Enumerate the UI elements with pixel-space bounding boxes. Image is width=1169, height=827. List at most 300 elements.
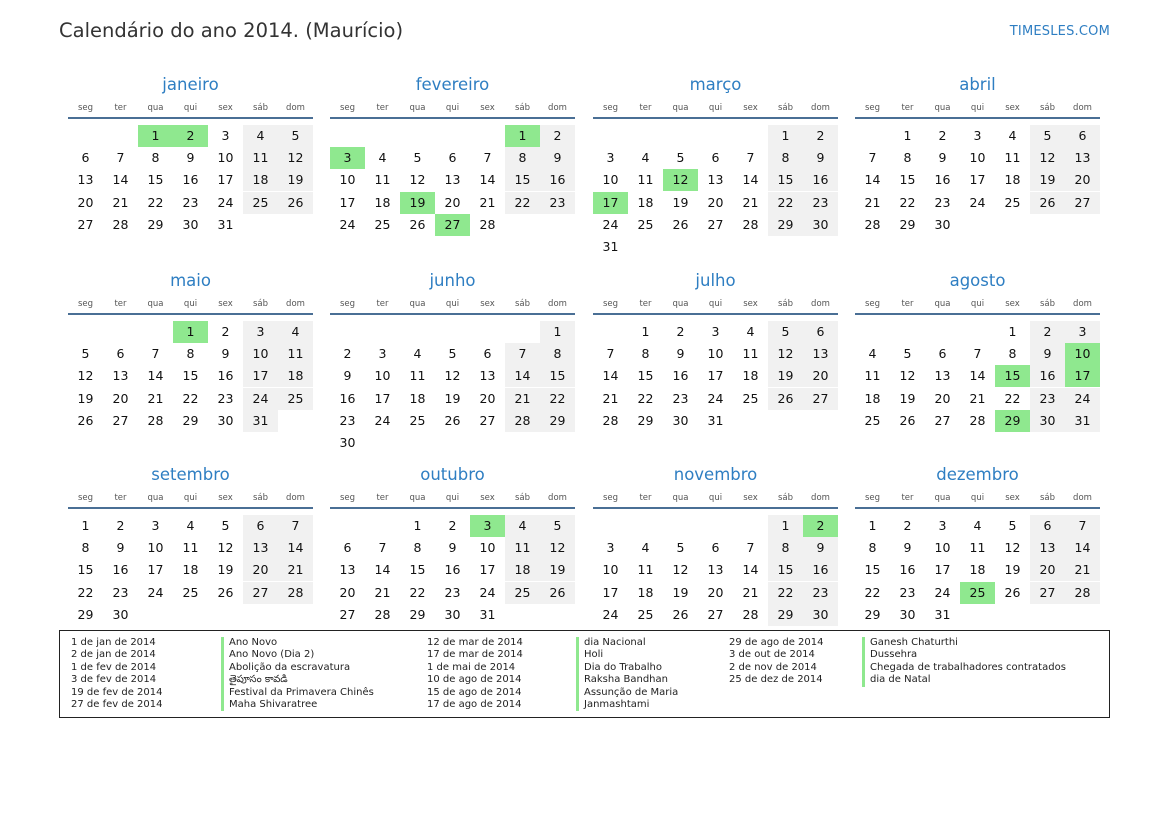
day-cell: 27 [1030,582,1065,604]
day-cell: 29 [182,412,199,428]
weekday-label: dom [811,299,830,309]
weekday-label: qui [970,299,985,309]
day-cell: 2 [676,324,685,339]
day-cell: 27 [934,412,951,428]
legend-date: 3 de out de 2014 [729,649,815,661]
month-divider [68,313,313,315]
day-cell: 16 [217,368,234,384]
day-cell: 28 [742,216,759,232]
weekday-label: ter [376,103,389,113]
legend-date: 1 de mai de 2014 [427,661,516,673]
day-cell: 28 [864,216,881,232]
weekday-label: sáb [252,493,269,503]
day-cell: 9 [803,537,838,559]
day-cell: 9 [448,540,457,556]
day-cell: 21 [1065,559,1100,581]
day-cell: 22 [505,192,540,214]
day-cell: 18 [864,390,881,406]
day-cell: 8 [540,343,575,365]
day-cell: 24 [147,584,164,600]
day-cell: 18 [637,584,654,600]
day-cell: 26 [217,584,234,600]
day-cell: 28 [742,606,759,622]
weekday-label: sex [1005,103,1020,113]
day-cell: 11 [742,346,759,362]
day-cell: 23 [1030,388,1065,410]
day-cell: 5 [676,540,685,556]
legend-date: 29 de ago de 2014 [729,637,824,648]
day-cell: 22 [409,584,426,600]
day-cell: 30 [339,435,356,450]
day-cell: 20 [112,390,129,406]
day-cell: 5 [903,346,912,362]
weekday-label: sáb [1039,493,1056,503]
month-name: março [689,75,742,94]
legend-date: 1 de jan de 2014 [71,637,156,648]
day-cell: 25 [278,388,313,410]
day-cell: 30 [217,412,234,428]
day-cell: 21 [742,194,759,210]
day-cell: 13 [243,537,278,559]
weekday-label: dom [1073,103,1092,113]
day-cell: 30 [934,216,951,232]
month-name: setembro [151,465,230,484]
day-cell: 16 [339,390,356,406]
weekday-label: ter [114,299,127,309]
day-cell: 3 [243,321,278,343]
weekday-label: sáb [252,103,269,113]
weekday-label: seg [77,493,94,503]
day-cell: 28 [479,216,496,232]
day-cell: 8 [641,346,650,362]
weekday-label: seg [602,493,619,503]
weekday-label: seg [339,299,356,309]
day-cell: 23 [182,194,199,210]
day-cell: 29 [637,412,654,428]
site-link[interactable]: TIMESLES.COM [1009,24,1110,39]
day-cell: 18 [182,562,199,578]
day-cell: 4 [746,324,755,339]
day-cell: 30 [803,604,838,626]
weekday-label: dom [286,299,305,309]
day-cell: 7 [746,540,755,556]
day-cell: 30 [112,606,129,622]
day-cell: 12 [77,368,94,384]
day-cell: 1 [903,128,912,143]
month-name: junho [429,271,476,290]
day-cell: 25 [637,606,654,622]
day-cell: 24 [243,388,278,410]
weekday-label: dom [548,103,567,113]
day-cell: 23 [540,192,575,214]
holiday-day-cell: 17 [1065,365,1100,387]
day-cell: 19 [672,584,689,600]
day-cell: 21 [505,388,540,410]
day-cell: 30 [803,214,838,236]
day-cell: 16 [803,559,838,581]
day-cell: 12 [768,343,803,365]
day-cell: 14 [479,172,496,188]
day-cell: 26 [540,582,575,604]
day-cell: 2 [448,518,457,533]
weekday-label: dom [811,493,830,503]
day-cell: 12 [899,368,916,384]
day-cell: 26 [77,412,94,428]
day-cell: 5 [676,150,685,166]
month-divider [593,313,838,315]
holiday-day-cell: 25 [960,582,995,604]
weekday-label: sex [218,299,233,309]
day-cell: 31 [217,216,234,232]
day-cell: 15 [864,562,881,578]
weekday-label: qui [445,299,460,309]
weekday-label: seg [77,103,94,113]
day-cell: 12 [1030,147,1065,169]
day-cell: 6 [116,346,125,362]
legend-holiday-name: Holi [576,649,678,661]
day-cell: 1 [768,125,803,147]
day-cell: 4 [1008,128,1017,143]
day-cell: 23 [339,412,356,428]
day-cell: 6 [803,321,838,343]
day-cell: 19 [77,390,94,406]
day-cell: 26 [672,216,689,232]
day-cell: 9 [676,346,685,362]
day-cell: 4 [641,540,650,556]
weekday-label: sáb [777,493,794,503]
weekday-label: qua [934,103,951,113]
holiday-day-cell: 17 [593,192,628,214]
day-cell: 24 [339,216,356,232]
day-cell: 11 [505,537,540,559]
day-cell: 10 [602,172,619,188]
day-cell: 25 [1004,194,1021,210]
weekday-label: ter [639,493,652,503]
weekday-label: sex [1005,299,1020,309]
legend-date: 27 de fev de 2014 [71,699,163,711]
day-cell: 12 [217,540,234,556]
day-cell: 21 [602,390,619,406]
day-cell: 26 [899,412,916,428]
day-cell: 20 [707,194,724,210]
holiday-day-cell: 12 [663,169,698,191]
day-cell: 10 [374,368,391,384]
day-cell: 15 [899,172,916,188]
weekday-label: dom [548,493,567,503]
legend-date: 17 de mar de 2014 [427,649,523,661]
day-cell: 1 [868,518,877,533]
day-cell: 7 [505,343,540,365]
day-cell: 21 [147,390,164,406]
weekday-label: seg [339,493,356,503]
weekday-label: ter [376,299,389,309]
day-cell: 5 [221,518,230,533]
day-cell: 7 [378,540,387,556]
day-cell: 5 [278,125,313,147]
day-cell: 21 [112,194,129,210]
month-divider [855,507,1100,509]
day-cell: 28 [278,582,313,604]
day-cell: 10 [243,343,278,365]
day-cell: 22 [899,194,916,210]
weekday-label: sáb [514,493,531,503]
day-cell: 2 [343,346,352,362]
legend-holiday-name: Dussehra [862,649,1066,661]
weekday-label: sáb [1039,103,1056,113]
legend-name-column [221,637,374,711]
day-cell: 18 [243,169,278,191]
day-cell: 9 [186,150,195,166]
holiday-day-cell: 27 [435,214,470,236]
weekday-label: qui [183,103,198,113]
day-cell: 6 [243,515,278,537]
day-cell: 17 [374,390,391,406]
month-divider [68,507,313,509]
day-cell: 28 [505,410,540,432]
holiday-legend [59,630,1110,718]
day-cell: 26 [768,388,803,410]
weekday-label: seg [864,493,881,503]
day-cell: 28 [112,216,129,232]
day-cell: 22 [182,390,199,406]
holiday-day-cell: 2 [173,125,208,147]
day-cell: 30 [672,412,689,428]
legend-holiday-name: Dia do Trabalho [576,662,678,674]
day-cell: 26 [444,412,461,428]
weekday-label: sex [480,493,495,503]
day-cell: 19 [217,562,234,578]
day-cell: 20 [1030,559,1065,581]
weekday-label: qua [934,493,951,503]
legend-date: 15 de ago de 2014 [427,686,522,698]
weekday-label: seg [864,299,881,309]
month-divider [855,117,1100,119]
day-cell: 4 [243,125,278,147]
day-cell: 25 [182,584,199,600]
day-cell: 29 [899,216,916,232]
legend-date: 17 de ago de 2014 [427,699,522,711]
day-cell: 17 [339,194,356,210]
day-cell: 7 [278,515,313,537]
weekday-label: ter [114,493,127,503]
day-cell: 5 [81,346,90,362]
day-cell: 22 [540,388,575,410]
day-cell: 10 [602,562,619,578]
weekday-label: sex [743,493,758,503]
day-cell: 8 [768,147,803,169]
day-cell: 16 [540,169,575,191]
day-cell: 10 [339,172,356,188]
day-cell: 22 [768,192,803,214]
day-cell: 1 [1008,324,1017,339]
day-cell: 15 [77,562,94,578]
day-cell: 9 [116,540,125,556]
day-cell: 24 [707,390,724,406]
month-divider [68,117,313,119]
day-cell: 12 [672,562,689,578]
day-cell: 23 [803,192,838,214]
day-cell: 7 [746,150,755,166]
weekday-label: sex [743,299,758,309]
day-cell: 7 [483,150,492,166]
day-cell: 6 [938,346,947,362]
weekday-label: ter [901,103,914,113]
day-cell: 10 [969,150,986,166]
day-cell: 25 [374,216,391,232]
holiday-day-cell: 2 [803,515,838,537]
day-cell: 29 [768,604,803,626]
legend-name-column [576,637,678,711]
day-cell: 13 [1030,537,1065,559]
day-cell: 15 [182,368,199,384]
weekday-label: qui [970,103,985,113]
holiday-day-cell: 1 [173,321,208,343]
day-cell: 17 [243,365,278,387]
month-divider [330,117,575,119]
day-cell: 6 [711,540,720,556]
month-name: abril [959,75,996,94]
month-name: julho [695,271,736,290]
weekday-label: qui [708,103,723,113]
day-cell: 6 [483,346,492,362]
day-cell: 27 [707,606,724,622]
day-cell: 19 [1030,169,1065,191]
day-cell: 13 [112,368,129,384]
weekday-label: dom [548,299,567,309]
month-name: outubro [420,465,485,484]
day-cell: 17 [707,368,724,384]
day-cell: 3 [938,518,947,533]
day-cell: 24 [934,584,951,600]
legend-holiday-name: తైపూసం కావడి [221,674,374,686]
day-cell: 28 [374,606,391,622]
day-cell: 4 [505,515,540,537]
day-cell: 6 [81,150,90,166]
day-cell: 28 [147,412,164,428]
weekday-label: ter [639,299,652,309]
day-cell: 8 [868,540,877,556]
weekday-label: sáb [252,299,269,309]
day-cell: 11 [969,540,986,556]
day-cell: 15 [505,169,540,191]
day-cell: 1 [81,518,90,533]
day-cell: 10 [707,346,724,362]
day-cell: 10 [934,540,951,556]
weekday-label: qui [445,493,460,503]
day-cell: 30 [182,216,199,232]
month-name: fevereiro [415,75,490,94]
weekday-label: dom [1073,299,1092,309]
day-cell: 26 [409,216,426,232]
day-cell: 3 [973,128,982,143]
day-cell: 14 [969,368,986,384]
weekday-label: dom [286,493,305,503]
month-divider [855,313,1100,315]
day-cell: 22 [768,582,803,604]
day-cell: 30 [899,606,916,622]
legend-holiday-name: Chegada de trabalhadores contratados [862,662,1066,674]
day-cell: 19 [444,390,461,406]
day-cell: 11 [1004,150,1021,166]
day-cell: 3 [221,128,230,143]
day-cell: 5 [448,346,457,362]
day-cell: 28 [602,412,619,428]
day-cell: 25 [864,412,881,428]
day-cell: 6 [343,540,352,556]
legend-holiday-name: Ano Novo [221,637,374,649]
weekday-label: qui [708,299,723,309]
day-cell: 18 [505,559,540,581]
day-cell: 3 [606,150,615,166]
legend-date: 25 de dez de 2014 [729,674,823,686]
day-cell: 12 [540,537,575,559]
legend-date-column [71,637,162,711]
day-cell: 16 [444,562,461,578]
day-cell: 6 [711,150,720,166]
weekday-label: seg [339,103,356,113]
day-cell: 10 [479,540,496,556]
day-cell: 18 [374,194,391,210]
day-cell: 21 [278,559,313,581]
weekday-label: sáb [777,299,794,309]
day-cell: 20 [444,194,461,210]
day-cell: 29 [768,214,803,236]
day-cell: 16 [182,172,199,188]
day-cell: 7 [868,150,877,166]
day-cell: 9 [803,147,838,169]
day-cell: 4 [378,150,387,166]
weekday-label: ter [901,299,914,309]
day-cell: 29 [77,606,94,622]
day-cell: 20 [339,584,356,600]
day-cell: 11 [243,147,278,169]
month-divider [593,507,838,509]
day-cell: 14 [602,368,619,384]
day-cell: 27 [1065,192,1100,214]
day-cell: 27 [77,216,94,232]
day-cell: 11 [637,562,654,578]
day-cell: 3 [151,518,160,533]
day-cell: 18 [969,562,986,578]
day-cell: 19 [1004,562,1021,578]
day-cell: 17 [479,562,496,578]
legend-date: 2 de nov de 2014 [729,661,817,673]
page-title: Calendário do ano 2014. (Maurício) [59,19,404,42]
day-cell: 5 [1030,125,1065,147]
day-cell: 13 [444,172,461,188]
day-cell: 9 [343,368,352,384]
weekday-label: dom [1073,493,1092,503]
holiday-day-cell: 10 [1065,343,1100,365]
day-cell: 17 [147,562,164,578]
day-cell: 15 [768,559,803,581]
day-cell: 26 [1030,192,1065,214]
day-cell: 29 [147,216,164,232]
day-cell: 22 [1004,390,1021,406]
day-cell: 7 [606,346,615,362]
day-cell: 31 [479,606,496,622]
day-cell: 25 [742,390,759,406]
month-divider [330,507,575,509]
day-cell: 18 [1004,172,1021,188]
holiday-day-cell: 3 [470,515,505,537]
day-cell: 20 [77,194,94,210]
weekday-label: sex [218,103,233,113]
weekday-label: qua [147,103,164,113]
day-cell: 4 [413,346,422,362]
weekday-label: sex [480,299,495,309]
day-cell: 2 [803,125,838,147]
